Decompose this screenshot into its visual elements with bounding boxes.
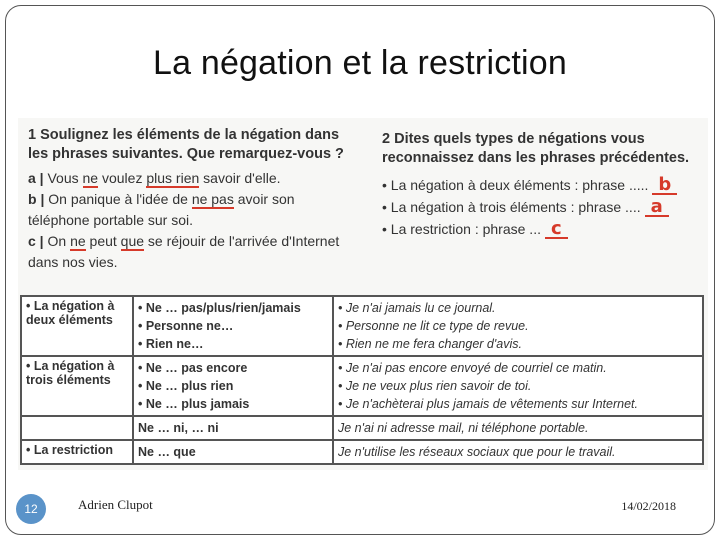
underlined-ne: ne [70,233,86,249]
underlined-plus-rien: plus rien [146,170,200,186]
negation-type-item-3 [382,218,702,240]
text-fragment: peut [85,233,121,249]
negation-type-cell [21,416,133,440]
table-row [21,356,703,416]
negation-form: • Ne … pas encore [138,361,248,375]
exercise-2-heading-line1: 2 Dites quels types de négations vous [382,131,645,147]
example-cell [333,296,703,356]
text-fragment: avoir son [233,191,295,207]
negation-type-cell: • La négation à deux éléments [21,296,133,356]
item-text: • La négation à deux éléments : phrase ..... [382,177,649,193]
negation-form-cell [133,356,333,416]
handwritten-answer: b [652,177,677,195]
slide-date: 14/02/2018 [621,499,676,513]
sentence-c-marker: c | [28,233,44,249]
text-fragment: se réjouir de l'arrivée d'Internet [144,233,340,249]
example-sentence: Je n'ai ni adresse mail, ni téléphone portable. [338,421,589,435]
example-cell [333,356,703,416]
negation-form: Ne … ni, … ni [138,421,219,435]
exercise-1-heading-line1: 1 Soulignez les éléments de la négation dans [28,127,340,143]
negation-form: • Ne … plus rien [138,379,234,393]
exercise-2 [382,130,702,240]
sentence-a-marker: a | [28,170,44,186]
underlined-ne: ne [82,170,99,186]
text-fragment: On [43,233,71,249]
negation-form: • Rien ne… [138,337,204,351]
table-row [21,296,703,356]
sentence-b-continued: téléphone portable sur soi. [28,212,193,228]
sentence-b [28,189,358,210]
exercise-2-heading [382,130,702,168]
negation-type-cell: • La restriction [21,440,133,464]
sentence-c [28,231,358,252]
table-row [21,416,703,440]
negation-form: • Personne ne… [138,319,234,333]
negation-form: • Ne … plus jamais [138,397,250,411]
negation-form: Ne … que [138,445,196,459]
exercise-1 [28,126,358,273]
example-cell [333,440,703,464]
negation-form: • Ne … pas/plus/rien/jamais [138,301,301,315]
underlined-ne-pas: ne pas [191,191,234,207]
sentence-c-continued: dans nos vies. [28,254,118,270]
table-row [21,440,703,464]
exercise-2-heading-line2: reconnaissez dans les phrases précédentes. [382,150,690,166]
exercise-1-heading [28,126,358,164]
handwritten-answer: a [645,199,669,217]
negation-type-item-2 [382,196,702,218]
item-text: • La négation à trois éléments : phrase .... [382,199,641,215]
example-sentence: • Je n'ai pas encore envoyé de courriel ce matin. [338,361,607,375]
example-sentence: • Je n'achèterai plus jamais de vêtements sur Internet. [338,397,638,411]
author-name: Adrien Clupot [78,497,153,512]
sentence-a [28,168,358,189]
negation-recap-table [20,295,704,465]
negation-type-cell: • La négation à trois éléments [21,356,133,416]
table-body [21,296,703,464]
exercise-1-heading-line2: les phrases suivantes. Que remarquez-vous ? [28,146,344,162]
negation-form-cell [133,416,333,440]
negation-form-cell [133,440,333,464]
text-fragment: Vous [43,170,83,186]
negation-type-item-1 [382,174,702,196]
text-fragment: voulez [98,170,147,186]
example-cell [333,416,703,440]
text-fragment: On panique à l'idée de [44,191,192,207]
text-fragment: savoir d'elle. [199,170,281,186]
handwritten-answer: c [545,221,568,239]
example-sentence: • Personne ne lit ce type de revue. [338,319,529,333]
page-number-badge: 12 [16,494,46,524]
sentence-b-marker: b | [28,191,45,207]
example-sentence: • Je ne veux plus rien savoir de toi. [338,379,532,393]
underlined-que: que [120,233,145,249]
example-sentence: • Je n'ai jamais lu ce journal. [338,301,496,315]
slide-title: La négation et la restriction [152,44,568,82]
item-text: • La restriction : phrase ... [382,221,541,237]
negation-form-cell [133,296,333,356]
example-sentence: • Rien ne me fera changer d'avis. [338,337,522,351]
example-sentence: Je n'utilise les réseaux sociaux que pour le travail. [338,445,616,459]
